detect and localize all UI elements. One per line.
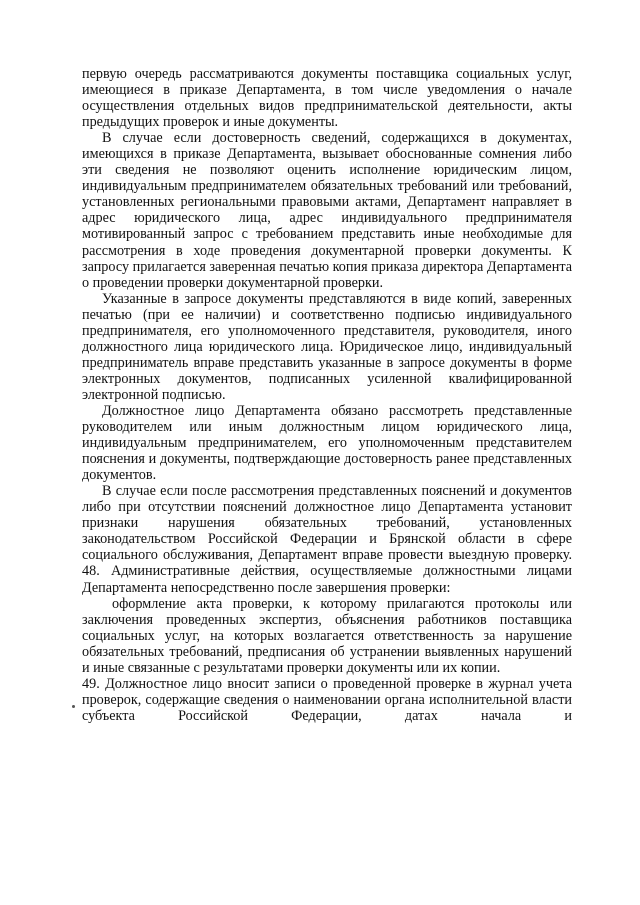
paragraph-inspection-act: оформление акта проверки, к которому прилагаются протоколы или заключения проведенных экспертиз, объяснения работников поставщика социальных услуг, на которых возлагается ответственность за нарушение обязательных требований, предписания об устранении выявленных нарушений и иные связанные с результатами проверки документы или их копии.: [82, 595, 572, 676]
paragraph-continuation: первую очередь рассматриваются документы поставщика социальных услуг, имеющиеся в приказе Департамента, в том числе уведомления о начале осуществления отдельных видов предпринимательской деятельности, акты предыдущих проверок и иные документы.: [82, 66, 572, 131]
paragraph-item-49: 49. Должностное лицо вносит записи о проведенной проверке в журнал учета проверок, содержащие сведения о наименовании органа исполнительной власти субъекта Российской Федерации, датах начала и: [82, 675, 572, 724]
paragraph-doubtful-information: В случае если достоверность сведений, содержащихся в документах, имеющихся в приказе Департамента, вызывает обоснованные сомнения либо эти сведения не позволяют оценить исполнение юридическим лицом, индивидуальным предпринимателем обязательных требований или требований, установленных региональными правовыми актами, Департамент направляет в адрес юридического лица, адрес индивидуального предпринимателя мотивированный запрос с требованием представить иные необходимые для рассмотрения в ходе проведения документарной проверки документы. К запросу прилагается заверенная печатью копия приказа директора Департамента о проведении проверки документарной проверки.: [82, 130, 572, 291]
scan-speck: [72, 705, 75, 708]
paragraph-official-review: Должностное лицо Департамента обязано рассмотреть представленные руководителем или иным должностным лицом юридического лица, индивидуальным предпринимателем, его уполномоченным представителем пояснения и документы, подтверждающие достоверность ранее представленных документов.: [82, 402, 572, 484]
paragraph-item-48: 48. Административные действия, осуществляемые должностными лицами Департамента непосредственно после завершения проверки:: [82, 563, 572, 596]
document-page: [82, 66, 572, 724]
paragraph-requested-documents: Указанные в запросе документы представляются в виде копий, заверенных печатью (при ее наличии) и соответственно подписью индивидуального предпринимателя, его уполномоченного представителя, руководителя, иного должностного лица юридического лица. Юридическое лицо, индивидуальный предприниматель вправе представить указанные в запросе документы в форме электронных документов, подписанных усиленной квалифицированной электронной подписью.: [82, 290, 572, 403]
paragraph-onsite-inspection: В случае если после рассмотрения представленных пояснений и документов либо при отсутствии пояснений должностное лицо Департамента установит признаки нарушения обязательных требований, установленных законодательством Российской Федерации и Брянской области в сфере социального обслуживания, Департамент вправе провести выездную проверку.: [82, 483, 572, 564]
